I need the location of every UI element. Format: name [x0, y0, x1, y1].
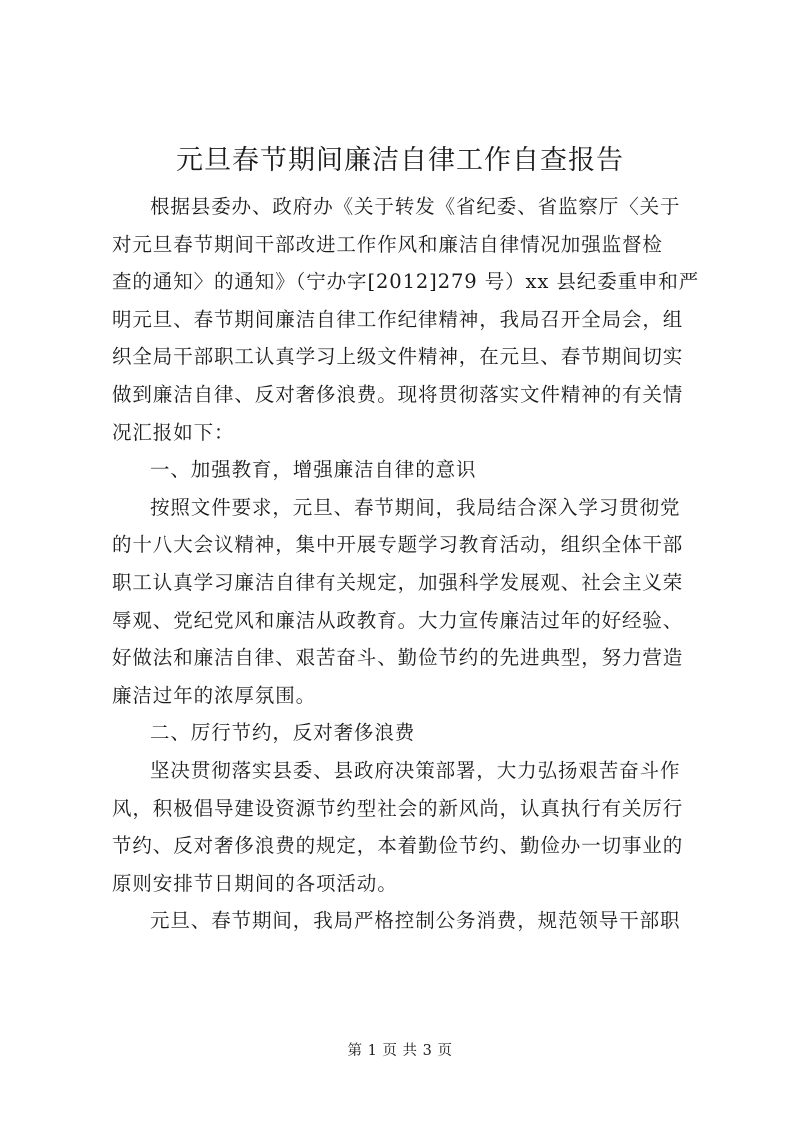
paragraph-1-line-7: 况汇报如下：: [112, 420, 235, 444]
page-number-footer: 第 1 页 共 3 页: [347, 1043, 453, 1059]
paragraph-3-line-2: 风，积极倡导建设资源节约型社会的新风尚，认真执行有关厉行: [112, 796, 684, 820]
paragraph-1-line-1: 根据县委办、政府办《关于转发《省纪委、省监察厅〈关于: [150, 195, 681, 218]
section-heading-2: 二、厉行节约，反对奢侈浪费: [150, 721, 416, 745]
paragraph-2-line-6: 廉洁过年的浓厚氛围。: [112, 683, 317, 707]
paragraph-3-line-4: 原则安排节日期间的各项活动。: [112, 871, 398, 895]
paragraph-1-line-3: 查的通知〉的通知》（宁办字[2012]279 号）xx 县纪委重申和严: [112, 270, 700, 294]
paragraph-2-line-1: 按照文件要求，元旦、春节期间，我局结合深入学习贯彻党: [150, 495, 681, 519]
paragraph-2-line-5: 好做法和廉洁自律、艰苦奋斗、勤俭节约的先进典型，努力营造: [112, 646, 684, 670]
paragraph-3-line-3: 节约、反对奢侈浪费的规定，本着勤俭节约、勤俭办一切事业的: [112, 834, 684, 858]
document-title: 元旦春节期间廉洁自律工作自查报告: [176, 145, 624, 176]
paragraph-4-line-1: 元旦、春节期间，我局严格控制公务消费，规范领导干部职: [150, 909, 681, 933]
paragraph-1-line-4: 明元旦、春节期间廉洁自律工作纪律精神，我局召开全局会，组: [112, 307, 684, 331]
paragraph-1-line-2: 对元旦春节期间干部改进工作作风和廉洁自律情况加强监督检: [112, 232, 663, 256]
paragraph-3-line-1: 坚决贯彻落实县委、县政府决策部署，大力弘扬艰苦奋斗作: [150, 758, 681, 782]
paragraph-2-line-4: 辱观、党纪党风和廉洁从政教育。大力宣传廉洁过年的好经验、: [112, 608, 684, 632]
section-heading-1: 一、加强教育，增强廉洁自律的意识: [150, 458, 477, 482]
paragraph-2-line-2: 的十八大会议精神，集中开展专题学习教育活动，组织全体干部: [112, 533, 684, 557]
paragraph-1-line-6: 做到廉洁自律、反对奢侈浪费。现将贯彻落实文件精神的有关情: [112, 382, 684, 406]
paragraph-2-line-3: 职工认真学习廉洁自律有关规定，加强科学发展观、社会主义荣: [112, 570, 684, 594]
document-body: [112, 188, 712, 940]
paragraph-1-line-5: 织全局干部职工认真学习上级文件精神，在元旦、春节期间切实: [112, 345, 684, 369]
